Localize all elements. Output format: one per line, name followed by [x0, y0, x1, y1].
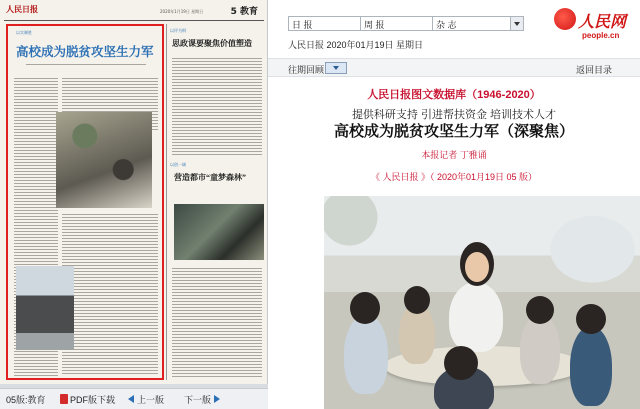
database-title: 人民日报图文数据库（1946-2020） — [367, 89, 541, 101]
logo-mark-icon — [554, 8, 576, 30]
photo-teacher — [449, 282, 503, 352]
right-body-text — [172, 266, 262, 378]
page-header — [160, 4, 260, 18]
right-photo-thumb — [174, 204, 264, 260]
right-article-title[interactable]: 思政课要聚焦价值塑造 — [172, 39, 252, 48]
page-number: 5 教育 — [230, 7, 258, 17]
prev-page-link[interactable]: 上一版 — [128, 393, 164, 406]
photo-student — [570, 326, 612, 406]
arrow-right-icon — [214, 395, 220, 403]
magazine-select[interactable]: 杂 志 — [432, 16, 524, 31]
pdf-download-link[interactable]: PDF版下载 — [60, 393, 115, 406]
article-photo — [324, 196, 640, 409]
people-cn-logo[interactable]: 人民网 people.cn — [548, 6, 638, 46]
issue-date: 人民日报 2020年01月19日 星期日 — [288, 40, 424, 50]
page-date: 2020年1月19日 星期日 — [160, 9, 204, 14]
article-panel — [268, 0, 640, 409]
photo-student — [520, 314, 560, 384]
return-to-contents-link[interactable]: 返回目录 — [575, 65, 612, 75]
right-column-tag: 以评为纲 — [170, 28, 186, 33]
issue-bar — [268, 58, 640, 77]
deck-text — [26, 62, 146, 67]
column-tag: 以实制胜 — [16, 30, 32, 35]
newspaper-panel — [0, 0, 268, 409]
photo-student — [344, 314, 388, 394]
body-text-column — [62, 212, 158, 376]
article-headline: 高校成为脱贫攻坚生力军 — [16, 45, 154, 59]
next-page-link[interactable]: 下一版 — [184, 393, 220, 406]
right-article-title-2[interactable]: 营造都市“童梦森林” — [174, 173, 246, 182]
article-title: 高校成为脱贫攻坚生力军（深聚焦） — [333, 123, 574, 140]
chevron-down-icon — [510, 17, 523, 30]
daily-select[interactable]: 日 报 — [288, 16, 380, 31]
weekly-select[interactable]: 周 报 — [360, 16, 452, 31]
newspaper-page-image[interactable] — [0, 0, 268, 384]
article-source: 《 人民日报 》（ 2020年01月19日 05 版） — [370, 172, 538, 182]
column-divider — [166, 24, 167, 380]
back-issues-label: 往期回顾 — [288, 65, 325, 75]
header-rule — [4, 20, 264, 21]
masthead: 人民日报 — [6, 4, 38, 14]
pdf-icon — [60, 394, 68, 404]
right-body-text — [172, 56, 262, 156]
page-navigation-bar — [0, 388, 268, 409]
article-author: 本报记者 丁雅诵 — [421, 150, 487, 160]
page-select[interactable]: 05版:教育 — [6, 395, 46, 405]
selected-article-hotspot[interactable] — [6, 24, 164, 380]
secondary-photo-thumb — [16, 266, 74, 350]
back-issues-dropdown[interactable] — [325, 62, 347, 74]
arrow-left-icon — [128, 395, 134, 403]
article-subtitle: 提供科研支持 引进帮扶资金 培训技术人才 — [351, 109, 557, 121]
right-section-tag: 以创一域 — [170, 162, 186, 167]
article-photo-thumb — [56, 112, 152, 208]
